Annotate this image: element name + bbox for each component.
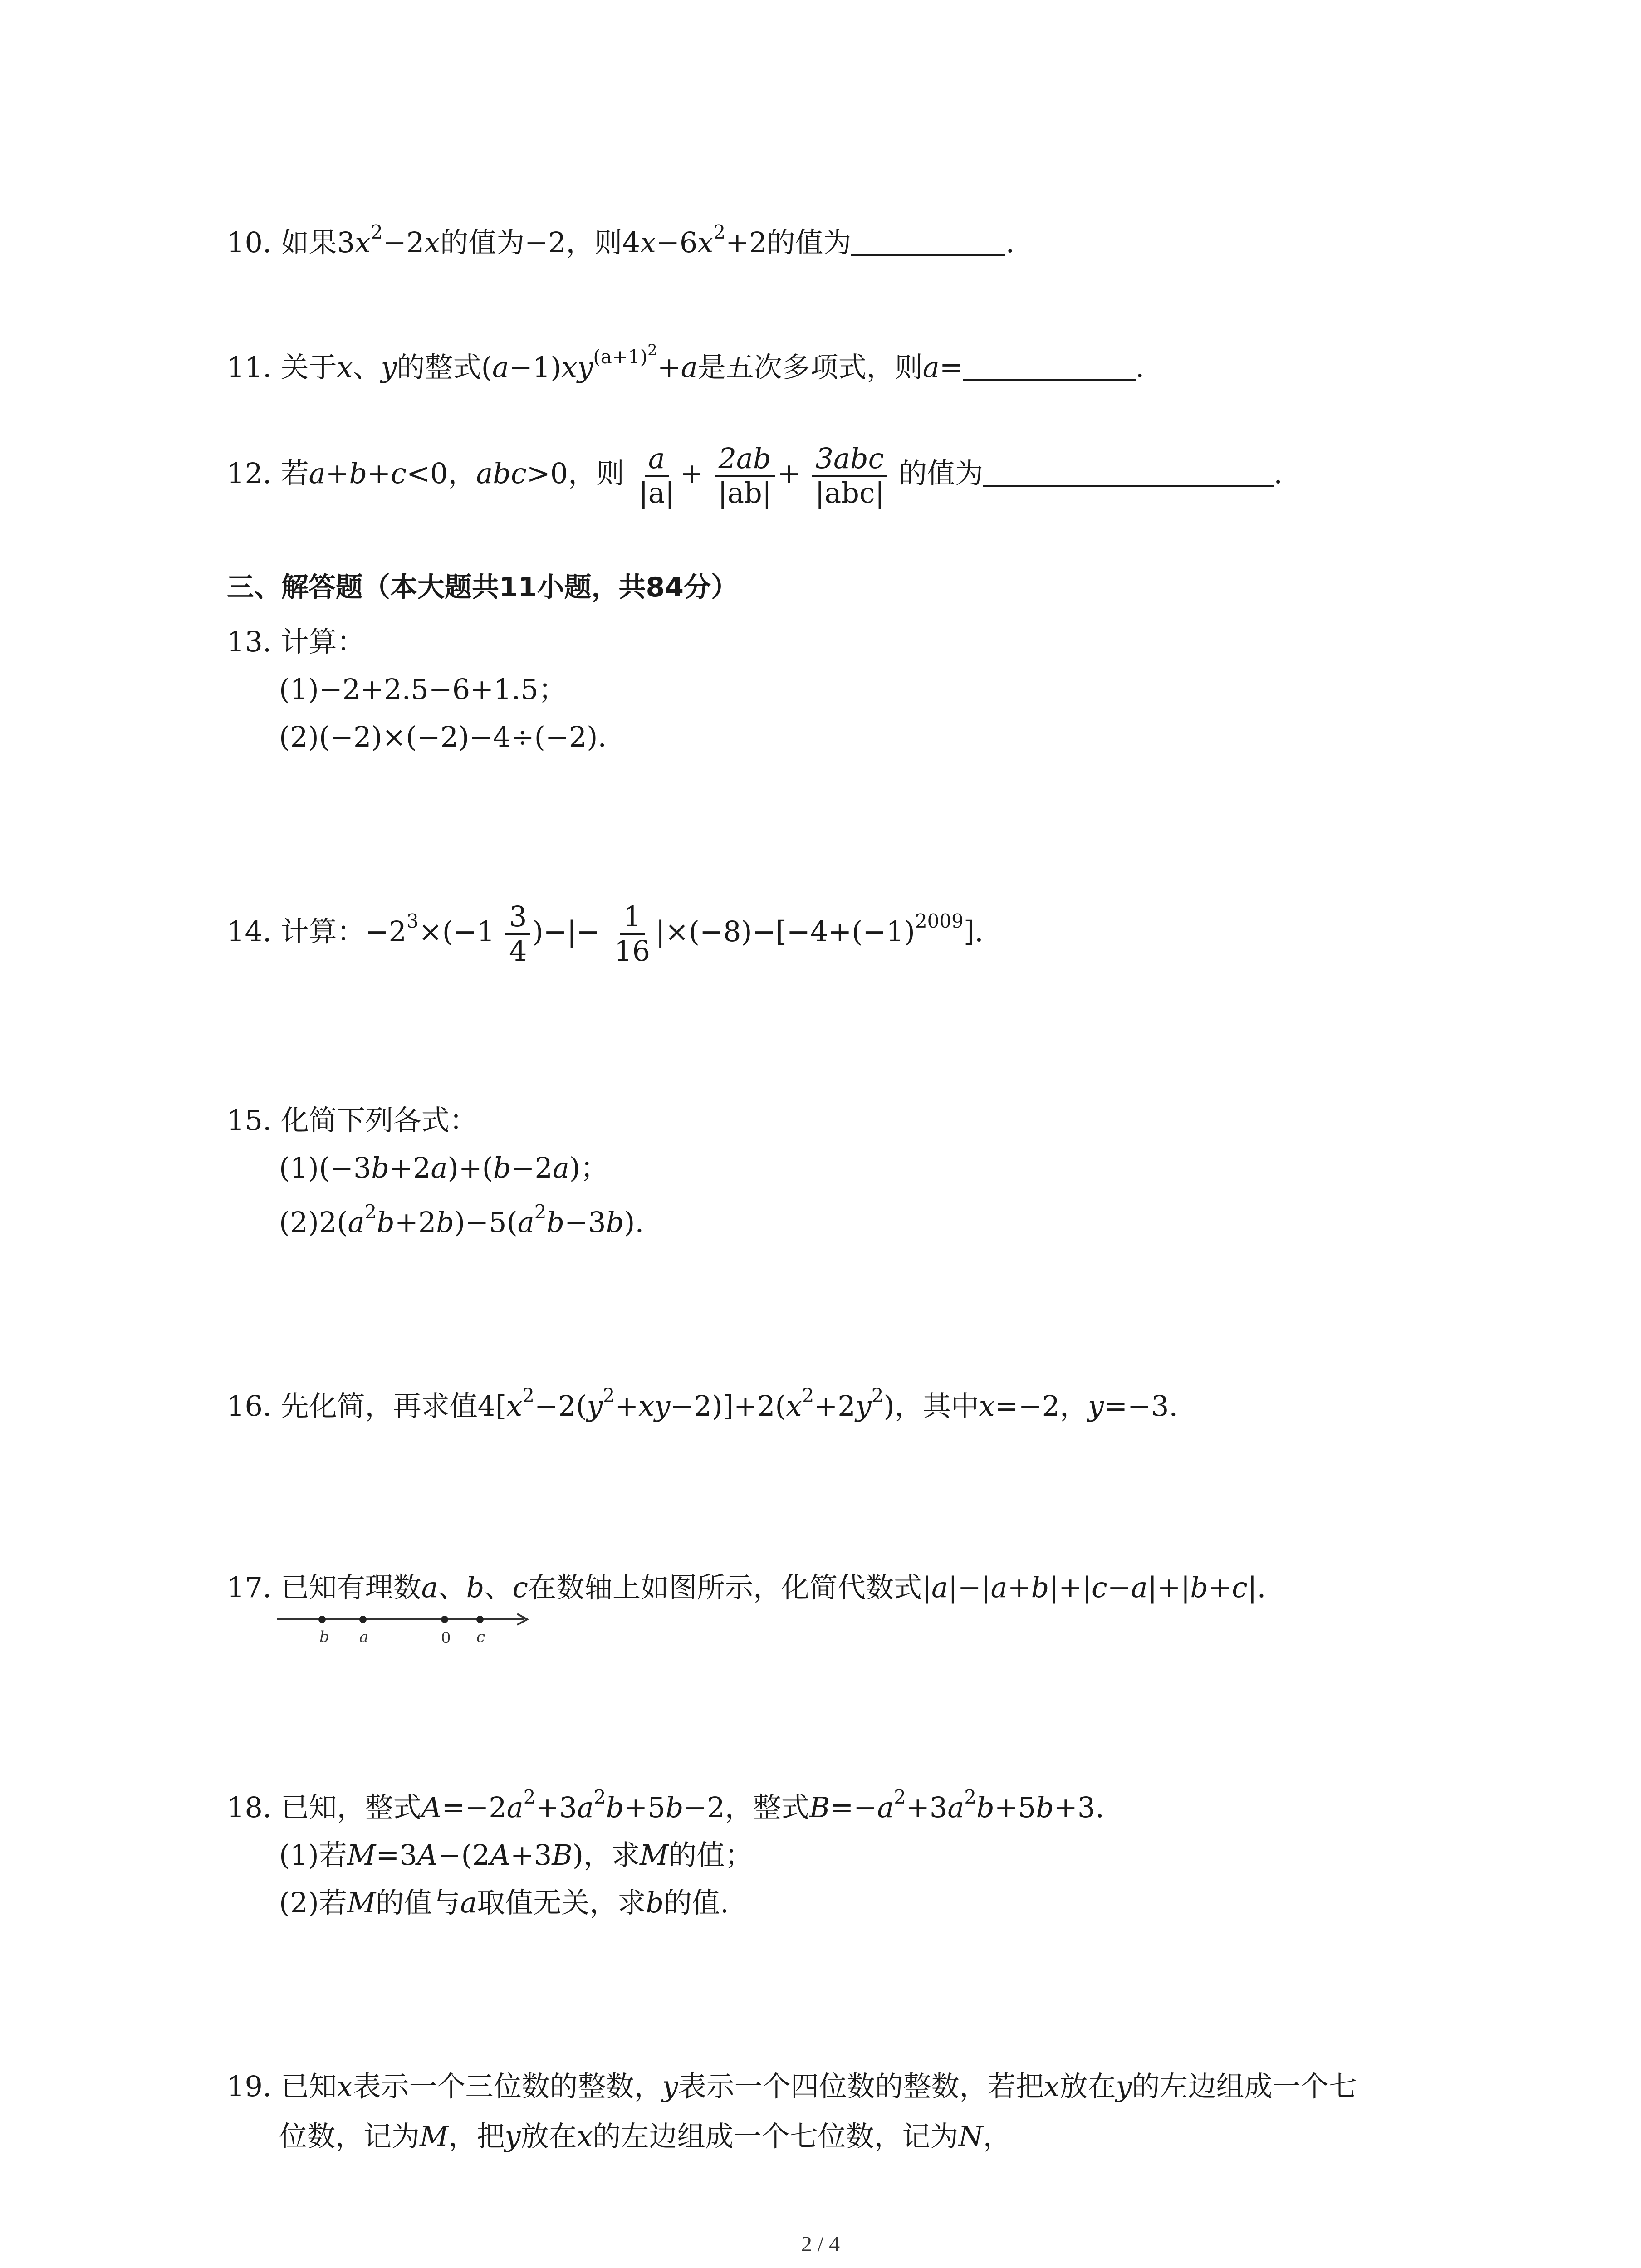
question-19-line-2: 位数，记为M，把y放在x的左边组成一个七位数，记为N， — [279, 2120, 1011, 2153]
label-zero: 0 — [441, 1629, 451, 1647]
point-b — [318, 1616, 326, 1623]
page-number: 2 / 4 — [801, 2232, 840, 2256]
label-a: a — [359, 1628, 369, 1646]
question-13-part-2: (2)(−2)×(−2)−4÷(−2). — [279, 720, 607, 753]
question-13-part-1: (1)−2+2.5−6+1.5； — [279, 673, 567, 706]
question-18-part-1: (1)若M=3A−(2A+3B)，求M的值； — [279, 1838, 753, 1872]
fraction: $\frac{2ab}{|ab|}$ — [714, 442, 775, 509]
point-c — [476, 1616, 484, 1623]
point-zero — [441, 1616, 448, 1623]
answer-blank[interactable] — [851, 227, 1005, 256]
question-15: 15. 化简下列各式： — [227, 1104, 478, 1137]
question-19: 19. 已知x表示一个三位数的整数，y表示一个四位数的整数，若把x放在y的左边组成一个七 — [227, 2070, 1357, 2103]
label-b: b — [319, 1628, 329, 1646]
section-heading: 三、解答题（本大题共11小题，共84分） — [227, 572, 738, 603]
question-12: 12. 若a+b+c<0，abc>0，则 $\frac{a}{|a|}$ + $\frac{2ab}{|ab|}$ + $\frac{\text{3abc}}{\text{|abc|}}$ 的值为 . — [227, 442, 1283, 509]
question-10: 10. 如果$3x^2-2x$的值为−2，则$4x-6x^2+2$的值为 . — [227, 221, 1015, 259]
question-11: 11. 关于x、y的整式$(a-1)xy^{(a+1)^2}+a$是五次多项式，则a= . — [227, 341, 1145, 384]
answer-blank[interactable] — [963, 352, 1136, 381]
number-line — [272, 1606, 535, 1651]
fraction: $\frac{3}{4}$ — [505, 900, 530, 968]
question-18: 18. 已知，整式$A=-2a^2+3a^2b+5b-2$，整式$B=-a^2+3a^2b+5b+3$. — [227, 1786, 1104, 1824]
fraction: $\frac{a}{|a|}$ — [638, 442, 675, 509]
fraction: $\frac{\text{3abc}}{\text{|abc|}}$ — [811, 442, 888, 509]
question-18-part-2: (2)若M的值与a取值无关，求b的值. — [279, 1886, 729, 1919]
question-15-part-2: $(2)2(a^2b+2b)-5(a^2b-3b)$. — [279, 1201, 644, 1239]
fraction: $\frac{1}{16}$ — [614, 900, 651, 968]
answer-blank[interactable] — [983, 458, 1274, 487]
question-15-part-1: (1)(−3b+2a)+(b−2a)； — [279, 1151, 609, 1184]
point-a — [359, 1616, 367, 1623]
question-17: 17. 已知有理数a、b、c在数轴上如图所示，化简代数式|a|−|a+b|+|c−a|+|b+c|. — [227, 1571, 1266, 1604]
question-16: 16. 先化简，再求值$4[x^2-2(y^2+xy-2)]+2(x^2+2y^2)$，其中x=−2，y=−3. — [227, 1384, 1178, 1422]
question-13: 13. 计算： — [227, 625, 365, 658]
question-14: 14. 计算：$-2^3\times(-1$ $\frac{3}{4}$ )−|− $\frac{1}{16}$ $|\times(-8)-[-4+(-1)^{2009}]$. — [227, 900, 984, 968]
label-c: c — [476, 1628, 485, 1646]
